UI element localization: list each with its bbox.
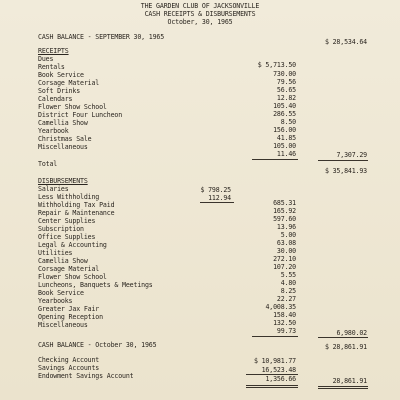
disbursement-amount: 158.40 (273, 311, 296, 319)
total-amount: $ 35,841.93 (324, 167, 367, 175)
disbursement-label: Opening Reception (38, 313, 103, 321)
receipt-label: Yearbook (38, 127, 69, 135)
receipt-label: Flower Show School (38, 103, 107, 111)
account-amount: 1,356.66 (265, 375, 296, 383)
disbursement-amount: 30.00 (276, 247, 296, 255)
receipt-label: Christmas Sale (38, 135, 92, 143)
disbursement-amount: 597.60 (273, 215, 296, 223)
disbursement-label: Yearbooks (38, 297, 73, 305)
disbursement-amount: 8.25 (280, 287, 296, 295)
receipt-amount: 41.85 (276, 134, 296, 142)
report-title: CASH RECEIPTS & DISBURSEMENTS (144, 10, 256, 18)
accounts-total-amount: 28,861.91 (332, 377, 367, 385)
account-label: Checking Account (38, 356, 100, 364)
disbursement-label: Withholding Tax Paid (38, 201, 115, 209)
disbursement-amount: 5.55 (280, 271, 296, 279)
disbursement-amount: 5.00 (280, 231, 296, 239)
receipt-label: Dues (38, 55, 54, 63)
receipt-label: Miscellaneous (38, 143, 88, 151)
receipt-amount: $ 5,713.50 (257, 61, 296, 69)
salaries-rule (200, 202, 234, 203)
disbursement-label: Camellia Show (38, 257, 88, 265)
disbursement-label: Utilities (38, 249, 73, 257)
salaries-label: Salaries (38, 185, 69, 193)
disbursement-amount: 165.92 (273, 207, 296, 215)
disbursements-total-rule (318, 337, 368, 338)
receipt-amount: 8.50 (280, 118, 296, 126)
salaries-less-label: Less Withholding (38, 193, 100, 201)
receipts-total-rule (318, 160, 368, 161)
account-label: Savings Accounts (38, 364, 100, 372)
opening-balance-label: CASH BALANCE - SEPTEMBER 30, 1965 (38, 33, 165, 41)
disbursement-label: Miscellaneous (38, 321, 88, 329)
closing-balance-amount: $ 28,861.91 (324, 343, 367, 351)
salaries-less-amount: 112.94 (208, 194, 231, 202)
disbursement-amount: 272.10 (273, 255, 296, 263)
disbursement-amount: 4.80 (280, 279, 296, 287)
opening-balance-amount: $ 28,534.64 (324, 38, 367, 46)
disbursement-amount: 4,008.35 (265, 303, 296, 311)
receipt-amount: 11.46 (276, 150, 296, 158)
receipts-heading: RECEIPTS (38, 47, 69, 55)
disbursement-label: Corsage Material (38, 265, 100, 273)
disbursement-label: Center Supplies (38, 217, 96, 225)
disbursement-label: Book Service (38, 289, 84, 297)
disbursement-label: Luncheons, Banquets & Meetings (38, 281, 153, 289)
salaries-gross: $ 798.25 (200, 186, 231, 194)
total-label: Total (38, 160, 58, 168)
receipts-total-amount: 7,307.29 (336, 151, 367, 159)
receipt-amount: 12.82 (276, 94, 296, 102)
receipt-amount: 105.00 (273, 142, 296, 150)
receipts-subtotal-rule (252, 159, 298, 160)
account-label: Endowment Savings Account (38, 372, 134, 380)
receipt-amount: 156.00 (273, 126, 296, 134)
disbursements-total-amount: 6,980.02 (336, 329, 367, 337)
receipt-amount: 286.55 (273, 110, 296, 118)
disbursements-subtotal-rule (252, 336, 298, 337)
receipt-amount: 56.65 (276, 86, 296, 94)
account-amount: $ 10,981.77 (253, 357, 296, 365)
disbursement-amount: 13.96 (276, 223, 296, 231)
accounts-double-rule (246, 385, 298, 388)
closing-balance-label: CASH BALANCE - October 30, 1965 (38, 341, 157, 349)
disbursement-label: Flower Show School (38, 273, 107, 281)
disbursement-amount: 63.08 (276, 239, 296, 247)
disbursement-label: Repair & Maintenance (38, 209, 115, 217)
disbursement-label: Greater Jax Fair (38, 305, 100, 313)
account-amount: 16,523.48 (261, 366, 296, 374)
org-name: THE GARDEN CLUB OF JACKSONVILLE (140, 2, 260, 10)
disbursement-amount: 99.73 (276, 327, 296, 335)
receipt-label: Camellia Show (38, 119, 88, 127)
disbursement-amount: 132.50 (273, 319, 296, 327)
receipt-label: Rentals (38, 63, 65, 71)
receipt-amount: 730.00 (273, 70, 296, 78)
receipt-label: Corsage Material (38, 79, 100, 87)
disbursement-amount: 107.20 (273, 263, 296, 271)
disbursement-label: Office Supplies (38, 233, 96, 241)
closing-double-rule (318, 386, 368, 389)
disbursements-heading: DISBURSEMENTS (38, 177, 88, 185)
disbursement-label: Subscription (38, 225, 84, 233)
receipt-label: Calendars (38, 95, 73, 103)
disbursement-label: Legal & Accounting (38, 241, 107, 249)
receipt-label: District Four Luncheon (38, 111, 123, 119)
receipt-amount: 105.40 (273, 102, 296, 110)
receipt-amount: 79.56 (276, 78, 296, 86)
disbursement-amount: 22.27 (276, 295, 296, 303)
receipt-label: Book Service (38, 71, 84, 79)
salaries-net: 685.31 (273, 199, 296, 207)
report-date: October, 30, 1965 (167, 18, 233, 26)
receipt-label: Soft Drinks (38, 87, 81, 95)
